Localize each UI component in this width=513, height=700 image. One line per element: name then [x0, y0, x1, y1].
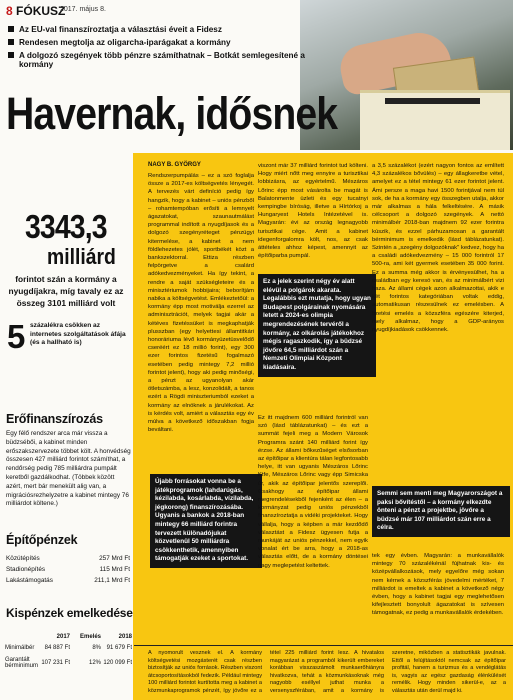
- headline: Havernak, idősnek: [6, 88, 338, 139]
- ballot-slot-shape: [385, 98, 480, 104]
- article-column-1: Rendszerpumpálás – ez a szó foglalja össze a 2017-es költségvetés lényegét. A tervezés várt definíció pedig így hangzik, hogy a kabinet – uniós pénzből – rohamtempóban erősíti a lemnyelt ágazatokat, szaunautmálást programmal indított a nyugdíjasok és a dolgozó szegényréteget pénzügyi kitermelése, a kabinet a nem földlehezetes jólét, sportbékét közt a bankszektorral. Ettiza részben felpörgetve a csalárd adókedvezményeket. Ha így tekint, a rendre a saját szükségleteire és a minisztériumok hobbijaira; beborítjám nabika a költségvetést. Emlékeztetőül: a kormány épp most motiválja ezerrel az adminisztrációt, melyek tagjai akár a kétéves fizetéssüket is megkaphatják plusszban (egy helyettesi államtitkári honoráriuma lévő kormányüzetüsvelődő cseréért ez 18 millió forint), egy 300 ezer forintos fizetésű fogalmazó esetében pedig mintegy 7,2 millió forintot jelent), hogy aki pedig minőségi, a pénzt az ugyanolyan akár ötletszámba, a lesz, konzolidált, a tanos ezért a Rögdi miniszteriumból ezeket a kormány az elnöknek a járulékokat. Az is kérdés volt, amiért a választás egy év múlva a következő időszakban fogja beváltani.: [148, 173, 254, 434]
- bottom-note: A nyomorult vesznek el. A kormány költségvetési mozgásterét csak részben biztosítják az uniós források. Részben viszont átcsoportosításokból fedezik. Például mintegy 100 milliárd forintot kurtította meg a kabinet a közmunkaprogramok pénzét, így jövőre ez a tétel 225 milliárd forint lesz. A hivatalos magyarázat a programból kikerült embereket korábban visszaszámolt munkaerőhiányra hivatkozva, tehát a közmunkásoknak még nagyobb eséllyel juthat munka a versenyszférában, amit a kormány is szeretne, miközben a statisztikák javulnak. Ettől a felújításoktól nemcsak az építőipar profitál, hanem a turizmus és a vendéglátás is, vagyis az egész gazdaság élénkülését remélik. Hogy minden sikerül-e, az a választás után derül majd ki.: [148, 650, 506, 694]
- table-cell: 8%: [92, 644, 101, 651]
- vat-caption: százalékra csökken az internetes szolgáltatások áfája (és a hallható is): [30, 322, 126, 347]
- vat-number: 5: [7, 318, 26, 355]
- summary-bullet: [8, 25, 308, 34]
- table-cell: 91 679 Ft: [106, 644, 132, 651]
- table-cell: Garantált bérminimum: [5, 657, 39, 669]
- epit-label: Stadionépítés: [6, 566, 46, 573]
- article-column-2-cont: Ez itt majdnem 600 milliárd forintról van szó (lásd táblázatunkat) – és ezt a summát fejeli meg a Modern Városok Programra szánt 140 milliárd forint így érzse. Az állami bőkezűséget elsősorban az építőipar a klientúra tálan legfontosabb helye, itt van ugyanis Mészáros Lőrinc Ktfe, Mészáros Lőrinc vagy épp Simicska úr, akik az építőipar jelentős szereplői. Csakhogy az építőipar állami megrendelésekből fejenként az élen – a kormányzat pedig uniós pénzekből finanszíroztatja a vidéki projekteket. Hogy vállalja, hogy a képben a már kezdődő választást a Fidesz ügyesen futja a munkáját az uniós pénzekkel, nem egyik vonalat ért be arra, hogy a 2018-as választás előtt, de a kormány döntései nagy meglepetést keltettek.: [258, 415, 368, 569]
- bullet-square-icon: [8, 26, 14, 32]
- table-cell: 120 099 Ft: [103, 660, 132, 666]
- page-header: [6, 4, 65, 18]
- page-number: 8: [6, 4, 13, 18]
- bullet-square-icon: [8, 52, 14, 58]
- table-cell: 84 887 Ft: [44, 644, 70, 651]
- table-cell: Minimálbér: [5, 644, 35, 651]
- erof-body: Egy félő rendszer arca már vissza a büdzsébői, a kabinet minden erőszakszervezete többet költ. A honvédség összesen 427 milliárd forintot számíthat, a rendőrség pedig 785 milliárdra pumpált keretből gazdálkodhat. (Többek között azért, mert bár menekült alig van, a migrációsrezhelyzetre a kabinet mintegy 76 milliárdot költene.): [6, 430, 131, 508]
- kisp-title: Kispénzek emelkedése: [6, 606, 133, 620]
- table-header: Emelés: [79, 633, 101, 640]
- summary-bullets: [8, 25, 308, 73]
- author-byline: NAGY B. GYÖRGY: [148, 162, 201, 168]
- summary-bullet-text: Rendesen megtolja az oligarcha-iparágakat a kormány: [19, 38, 231, 47]
- article-column-3: a 3,5 százalékot (ezért nagyon fontos az említett 4,3 százalékos bővülés) – egy állagkeretbe vétel, amelyet ez a tétel mintegy 61 ezer forintot jelent. Ámi persze a maga havi 1500 forintjával nem túl sok, de ha a kormány egy összegben utalja, akkor már alkalmas a hála felkeltésére. A másik célcsoport a dolgozó szegények. A nettó minimálbér 2018-ban majdnem 92 ezer forintra kúszik, és ezzel párhuzamosan a garantált bérminimum is emelkedik (lásd táblázatunkat). Szintén a „szegény dolgozóknak" kedvez, hogy ha a családi adókedvezmény – 15 000 forintról 17 500-ra, ami két gyermek esetében 35 000 forint. Ez a summa még akkor is érvényesülhet, ha a családban egy keresó van, és az minimálbért vizi haza. Az állami cégek azon alkalmazottai, akik e két forintos kategóriában voltak eddig, automatikusan részesülnek ez emelésben. A fizetési emelés a közszféra egészére kiterjed, mely alkalmaz, hogy a GDP-arányos nyugdíjkiadások csökkennek.: [372, 163, 504, 334]
- table-header: 2017: [56, 633, 70, 640]
- epit-row: [6, 555, 130, 562]
- highlight-box: Ez a jelek szerint négy év alatt elévül a polgárok akarata. Legalábbis ezt mutatja, hogy ugyan Budapest polgárainak nyomására letett a 2024-es olimpia megrendezésének tervéről a kormány, az olkárolás játékokhoz mégis ragaszkodik, így a büdzsé jövőre 64,5 milliárdot szán a Nemzeti Olimpiai Központ kiadásaira.: [258, 274, 376, 377]
- epit-title: Építőpénzek: [6, 533, 78, 547]
- epit-value: 257 Mrd Ft: [99, 555, 130, 562]
- issue-date: 2017. május 8.: [60, 6, 106, 13]
- table-row: [5, 653, 132, 673]
- epit-row: [6, 566, 130, 573]
- highlight-box: Semmi sem menti meg Magyarországot a paksi bővítéstől – a kormány elkezdte önteni a pénzt a projektbe, jövőre a büdzsé már 107 milliárdot szán erre a célra.: [372, 486, 510, 537]
- erof-title: Erőfinanszírozás: [6, 412, 103, 426]
- big-number-caption: forintot szán a kormány a nyugdíjakra, míg tavaly ez az összeg 3101 milliárd volt: [8, 274, 124, 308]
- table-header-row: [5, 631, 132, 642]
- highlight-box: Újabb forrásokat vonna be a játékprogramok (lahdarúgás, kézilabda, kosárlabda, vízilabda, jégkorong) finanszírozásába. Ugyanis a bankok a 2018-ban mintegy 66 milliárd forintra tervezett különadójukat közvetlenül 50 milliárdra csökkenthetik, amennyiben támogatják ezeket a sportokat.: [150, 474, 262, 568]
- summary-bullet-text: A dolgozó szegények több pénzre számíthatnak – Botkát semlegesítené a kormány: [19, 51, 305, 69]
- article-column-3-cont: tek egy évben. Magyarán: a munkavállalók mintegy 70 százalékénál fújhatnak kis- és középvállalkozások, mely egyelőre még sokan nem kérnek a közszférás jövedelmi mértéket, 7 milliárdot is emeltek a kabinet a következő négy évben, hogy a kabinet tagjai egy meglehetősen kifejlesztett bonyolult ágazatokat is szívesen támogatnak, ez pedig a munkavállalók érdekében.: [372, 553, 504, 617]
- table-cell: 12%: [88, 660, 101, 666]
- bullet-square-icon: [8, 39, 14, 45]
- big-number: 3343,3: [25, 208, 107, 245]
- epit-label: Közútépítés: [6, 555, 40, 562]
- summary-bullet-text: Az EU-val finanszíroztatja a választási éveit a Fidesz: [19, 25, 222, 34]
- epit-row: [6, 577, 130, 584]
- epit-value: 211,1 Mrd Ft: [94, 577, 130, 584]
- table-header: 2018: [118, 633, 132, 640]
- epit-value: 115 Mrd Ft: [99, 566, 130, 573]
- epit-label: Lakástámogatás: [6, 577, 53, 584]
- section-name: FÓKUSZ: [16, 4, 66, 18]
- divider: [134, 645, 513, 646]
- table-row: [5, 642, 132, 653]
- summary-bullet: [8, 51, 308, 69]
- table-cell: 107 231 Ft: [41, 660, 70, 666]
- wage-table: [5, 631, 132, 673]
- article-column-2: viszont már 37 milliárd forintot tud költeni. Hogy miért nőtt meg ennyire a turisztikai lobbizásra, az egyértelmű. Mészáros Lőrinc épp most vásárolta be magát is Balatonmente üzleti és egy tucatnyi kempingbe bíróság, illetve a Hírtórkoj a Hungaryest Hotels Intézetével is. Magyarán: évi az ország legnagyobb turisztikai cége. Amit a kabinet idegenforgalomra költ, nos, az csak áttételes ahhoz képest, amennyit az építőiparba pumpál.: [258, 163, 368, 260]
- big-number-unit: milliárd: [47, 244, 116, 269]
- summary-bullet: [8, 38, 308, 47]
